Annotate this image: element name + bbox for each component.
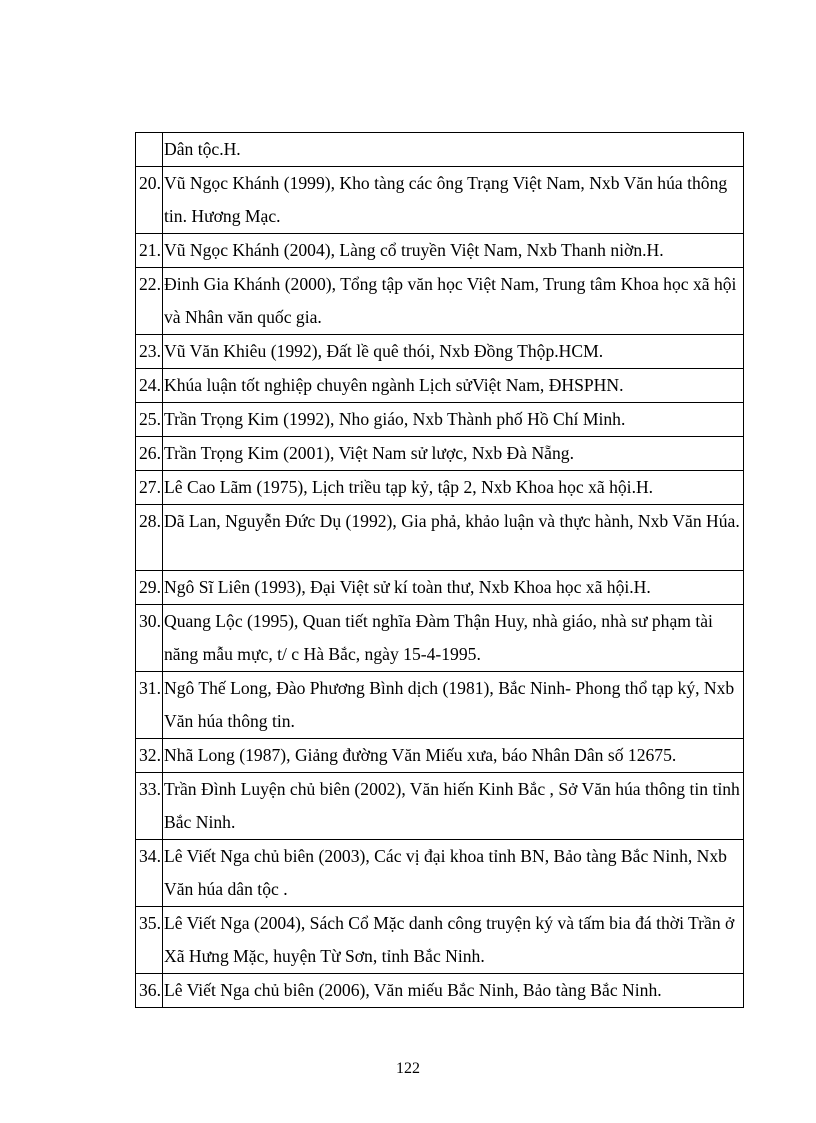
reference-text: Dã Lan, Nguyễn Đức Dụ (1992), Gia phả, khảo luận và thực hành, Nxb Văn Húa. — [163, 505, 744, 571]
references-table-body — [136, 133, 744, 1008]
reference-text: Vũ Văn Khiêu (1992), Đất lề quê thói, Nxb Đồng Thộp.HCM. — [163, 335, 744, 369]
reference-number: 34. — [136, 840, 163, 907]
reference-row — [136, 403, 744, 437]
reference-number: 25. — [136, 403, 163, 437]
reference-number: 26. — [136, 437, 163, 471]
reference-row — [136, 369, 744, 403]
reference-row — [136, 840, 744, 907]
reference-text: Lê Viết Nga chủ biên (2003), Các vị đại khoa tỉnh BN, Bảo tàng Bắc Ninh, Nxb Văn húa dân tộc . — [163, 840, 744, 907]
reference-text: Trần Trọng Kim (1992), Nho giáo, Nxb Thành phố Hồ Chí Minh. — [163, 403, 744, 437]
reference-number: 21. — [136, 234, 163, 268]
reference-number: 27. — [136, 471, 163, 505]
reference-number: 22. — [136, 268, 163, 335]
reference-number: 20. — [136, 167, 163, 234]
reference-row — [136, 605, 744, 672]
page-number: 122 — [396, 1060, 420, 1077]
reference-text: Trần Trọng Kim (2001), Việt Nam sử lược, Nxb Đà Nẵng. — [163, 437, 744, 471]
reference-row — [136, 234, 744, 268]
reference-text: Quang Lộc (1995), Quan tiết nghĩa Đàm Thận Huy, nhà giáo, nhà sư phạm tài năng mẫu mực, t/ c Hà Bắc, ngày 15-4-1995. — [163, 605, 744, 672]
reference-text: Khúa luận tốt nghiệp chuyên ngành Lịch sửViệt Nam, ĐHSPHN. — [163, 369, 744, 403]
reference-row — [136, 268, 744, 335]
reference-text: Ngô Thế Long, Đào Phương Bình dịch (1981), Bắc Ninh- Phong thổ tạp ký, Nxb Văn húa thông tin. — [163, 672, 744, 739]
reference-text: Ngô Sĩ Liên (1993), Đại Việt sử kí toàn thư, Nxb Khoa học xã hội.H. — [163, 571, 744, 605]
reference-number: 24. — [136, 369, 163, 403]
reference-text: Trần Đình Luyện chủ biên (2002), Văn hiến Kinh Bắc , Sở Văn húa thông tin tỉnh Bắc Ninh. — [163, 773, 744, 840]
reference-text: Lê Viết Nga chủ biên (2006), Văn miếu Bắc Ninh, Bảo tàng Bắc Ninh. — [163, 974, 744, 1008]
reference-text: Dân tộc.H. — [163, 133, 744, 167]
reference-number: 31. — [136, 672, 163, 739]
reference-text: Lê Viết Nga (2004), Sách Cổ Mặc danh công truyện ký và tấm bia đá thời Trần ở Xã Hưng Mặc, huyện Từ Sơn, tỉnh Bắc Ninh. — [163, 907, 744, 974]
reference-row — [136, 505, 744, 571]
reference-number: 29. — [136, 571, 163, 605]
reference-row — [136, 335, 744, 369]
reference-number: 23. — [136, 335, 163, 369]
reference-row — [136, 739, 744, 773]
reference-number: 35. — [136, 907, 163, 974]
reference-row — [136, 974, 744, 1008]
reference-text: Vũ Ngọc Khánh (1999), Kho tàng các ông Trạng Việt Nam, Nxb Văn húa thông tin. Hương Mạc. — [163, 167, 744, 234]
reference-row — [136, 571, 744, 605]
reference-number: 32. — [136, 739, 163, 773]
reference-text: Đinh Gia Khánh (2000), Tổng tập văn học Việt Nam, Trung tâm Khoa học xã hội và Nhân văn quốc gia. — [163, 268, 744, 335]
references-table — [135, 132, 744, 1008]
reference-row — [136, 672, 744, 739]
reference-text: Nhã Long (1987), Giảng đường Văn Miếu xưa, báo Nhân Dân số 12675. — [163, 739, 744, 773]
reference-number — [136, 133, 163, 167]
reference-number: 36. — [136, 974, 163, 1008]
reference-row — [136, 773, 744, 840]
reference-row — [136, 133, 744, 167]
reference-text: Vũ Ngọc Khánh (2004), Làng cổ truyền Việt Nam, Nxb Thanh niờn.H. — [163, 234, 744, 268]
reference-row — [136, 437, 744, 471]
reference-row — [136, 907, 744, 974]
reference-row — [136, 471, 744, 505]
reference-row — [136, 167, 744, 234]
reference-number: 30. — [136, 605, 163, 672]
reference-text: Lê Cao Lãm (1975), Lịch triều tạp kỷ, tập 2, Nxb Khoa học xã hội.H. — [163, 471, 744, 505]
reference-number: 28. — [136, 505, 163, 571]
reference-number: 33. — [136, 773, 163, 840]
